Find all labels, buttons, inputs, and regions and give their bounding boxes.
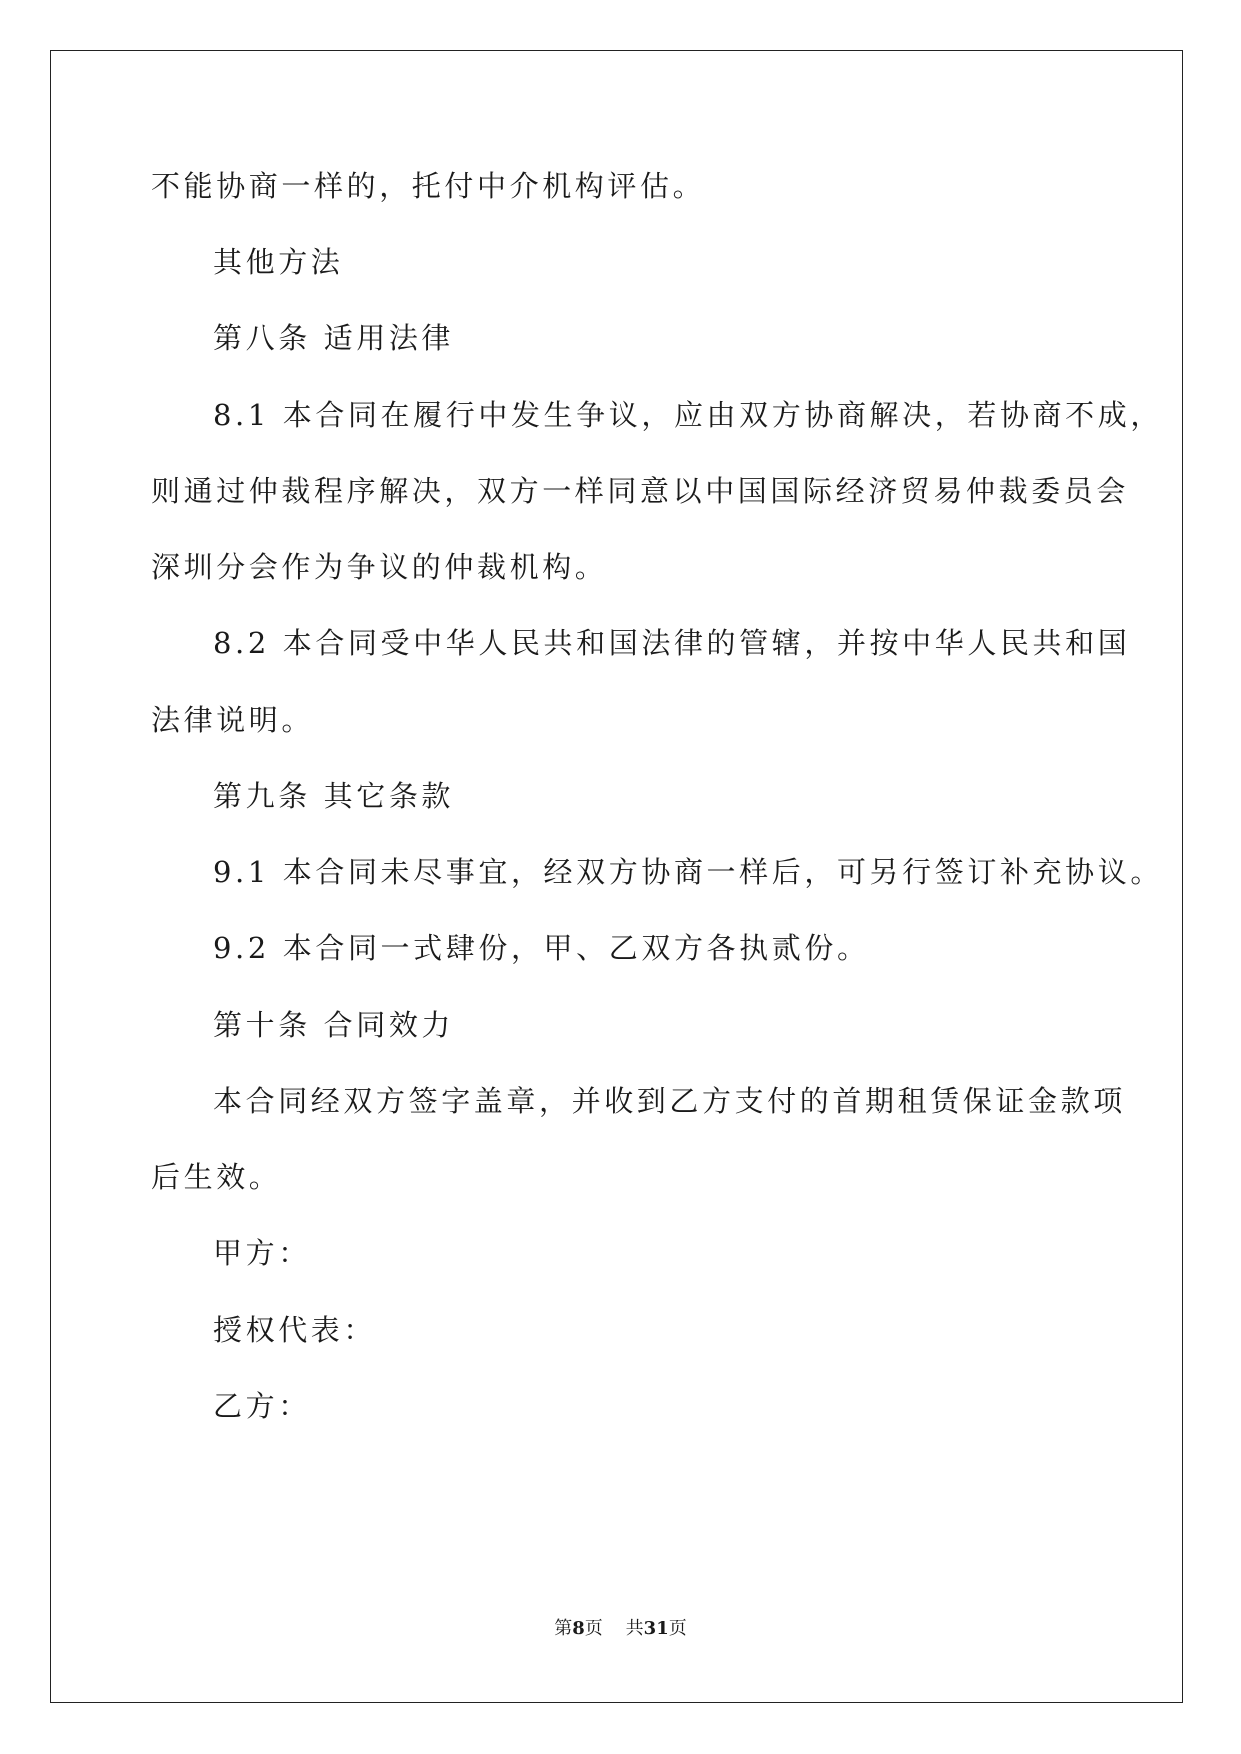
page-prefix: 第 [554, 1618, 573, 1639]
signature-label-representative: 授权代表： [213, 1313, 377, 1347]
text-line: 则通过仲裁程序解决，双方一样同意以中国国际经济贸易仲裁委员会 [151, 474, 1130, 508]
signature-label-party-a: 甲方： [213, 1236, 311, 1270]
section-heading: 第八条 适用法律 [213, 321, 455, 355]
text-line: 本合同经双方签字盖章，并收到乙方支付的首期租赁保证金款项 [213, 1084, 1126, 1118]
text-line: 9.1 本合同未尽事宜，经双方协商一样后，可另行签订补充协议。 [213, 855, 1163, 889]
text-line: 不能协商一样的，托付中介机构评估。 [151, 169, 706, 203]
text-line: 9.2 本合同一式肆份，甲、乙双方各执贰份。 [213, 931, 870, 965]
text-line: 其他方法 [213, 245, 344, 279]
signature-label-party-b: 乙方： [213, 1389, 311, 1423]
text-line: 深圳分会作为争议的仲裁机构。 [151, 550, 608, 584]
total-suffix: 页 [668, 1618, 687, 1639]
total-pages: 31 [643, 1618, 669, 1639]
section-heading: 第九条 其它条款 [213, 779, 455, 813]
section-heading: 第十条 合同效力 [213, 1008, 455, 1042]
text-line: 后生效。 [151, 1160, 282, 1194]
text-line: 8.2 本合同受中华人民共和国法律的管辖，并按中华人民共和国 [213, 626, 1131, 660]
page-suffix: 页 [584, 1618, 603, 1639]
text-line: 法律说明。 [151, 703, 315, 737]
page-number: 8 [572, 1618, 585, 1639]
total-prefix: 共 [625, 1618, 644, 1639]
page-footer [0, 1617, 1241, 1641]
text-line: 8.1 本合同在履行中发生争议，应由双方协商解决，若协商不成， [213, 398, 1163, 432]
